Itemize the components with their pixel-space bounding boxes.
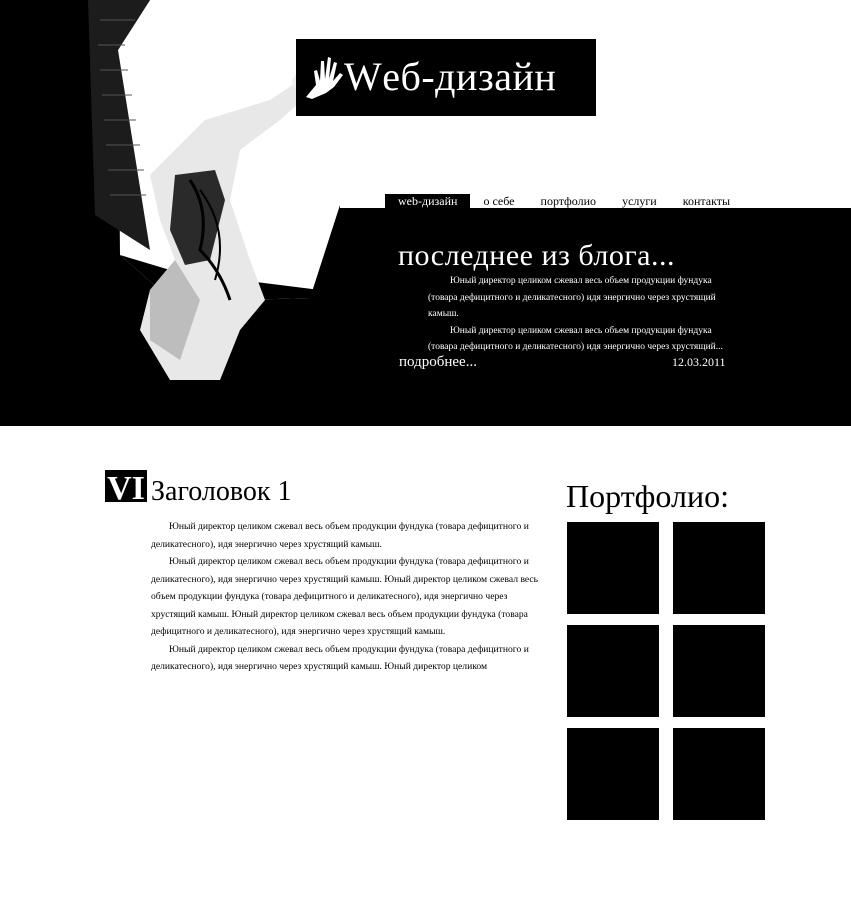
blog-excerpt: [428, 273, 730, 356]
blog-paragraph: Юный директор целиком сжевал весь объем продукции фундука (товара дефицитного и деликатесного) идя энергично через хрустящий камыш.: [428, 276, 716, 319]
read-more-link[interactable]: подробнее...: [399, 354, 477, 370]
portfolio-tile[interactable]: [673, 728, 765, 820]
main-nav: [385, 194, 743, 209]
header: [0, 0, 851, 426]
portfolio-grid: [567, 522, 765, 820]
portfolio-title: Портфолио:: [566, 478, 729, 514]
article-paragraph: Юный директор целиком сжевал весь объем продукции фундука (товара дефицитного и деликатесного), идя энергично через хрустящий камыш.: [151, 521, 529, 550]
blog-title: последнее из блога...: [398, 239, 675, 272]
roman-numeral-text: VI: [107, 470, 145, 502]
logo[interactable]: [296, 39, 596, 116]
roman-numeral-icon: [105, 470, 147, 502]
nav-item-about[interactable]: о себе: [483, 194, 515, 208]
article-paragraph: Юный директор целиком сжевал весь объем продукции фундука (товара дефицитного и деликатесного), идя энергично через хрустящий камыш. Юный директор целиком сжевал весь объем продукции фундука (товара дефицитного и деликатесного), идя энергично через хрустящий камыш. Юный директор целиком сжевал весь объем продукции фундука (товара дефицитного и деликатесного), идя энергично через хрустящий камыш.: [151, 556, 539, 637]
hero-photo: [0, 0, 340, 426]
logo-text: Wеб-дизайн: [344, 54, 557, 99]
article-body: [151, 518, 549, 676]
blog-paragraph: Юный директор целиком сжевал весь объем продукции фундука (товара дефицитного и деликатесного) идя энергично через хрустящий...: [428, 325, 723, 352]
nav-item-contacts[interactable]: контакты: [682, 194, 731, 208]
portfolio-tile[interactable]: [567, 728, 659, 820]
nav-item-services[interactable]: услуги: [622, 194, 657, 208]
portfolio-tile[interactable]: [673, 522, 765, 614]
nav-item-portfolio[interactable]: портфолио: [540, 194, 597, 208]
portfolio-tile[interactable]: [567, 625, 659, 717]
article-paragraph: Юный директор целиком сжевал весь объем продукции фундука (товара дефицитного и деликатесного), идя энергично через хрустящий камыш. Юный директор целиком: [151, 643, 529, 672]
nav-item-web-design[interactable]: web-дизайн: [385, 194, 470, 209]
hand-icon: [302, 53, 348, 99]
portfolio-tile[interactable]: [673, 625, 765, 717]
portfolio-tile[interactable]: [567, 522, 659, 614]
blog-date: 12.03.2011: [672, 355, 726, 369]
article-heading: Заголовок 1: [151, 476, 292, 507]
